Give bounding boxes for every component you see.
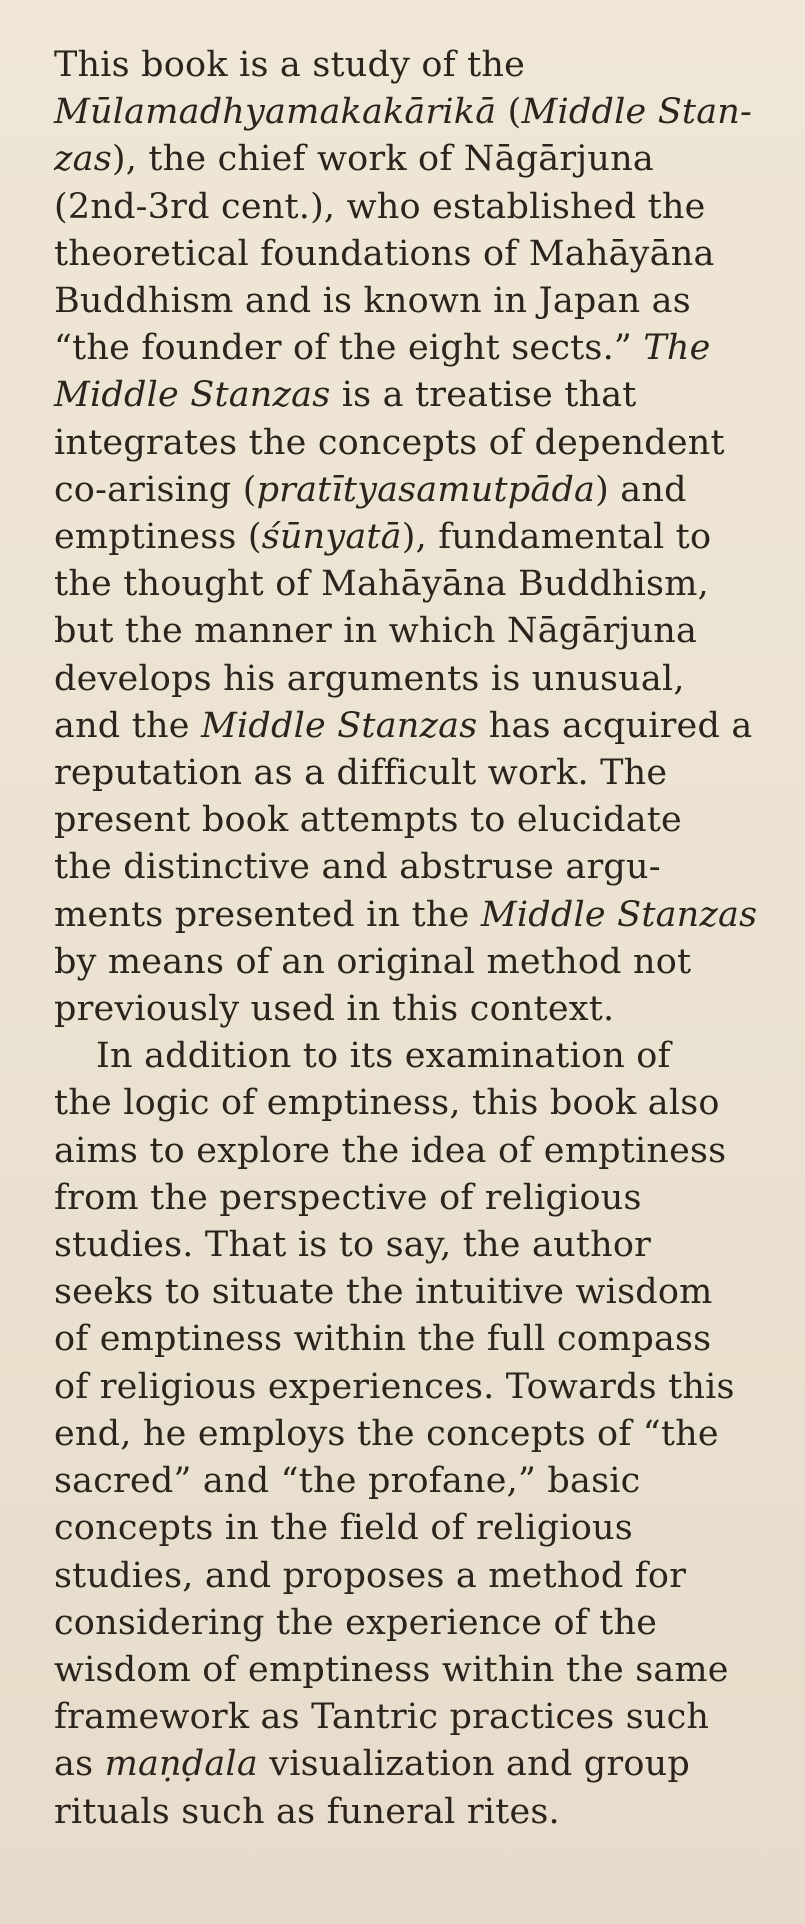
paragraph-1 [54, 42, 784, 1033]
text-segment: end, he employs the concepts of “the [54, 1413, 719, 1454]
text-line [54, 1741, 784, 1788]
text-segment: In addition to its examination of [96, 1036, 671, 1077]
italic-text-segment: pratītyasamutpāda [256, 469, 596, 510]
text-segment: Buddhism and is known in Japan as [54, 281, 691, 322]
text-segment: framework as Tantric practices such [54, 1697, 710, 1738]
text-line [54, 844, 784, 891]
text-line [54, 42, 784, 89]
text-line [54, 1553, 784, 1600]
text-line [54, 656, 784, 703]
text-segment: visualization and group [257, 1744, 690, 1785]
blurb-text [54, 42, 784, 1836]
text-line [54, 1222, 784, 1269]
text-line [54, 703, 784, 750]
text-line [54, 89, 784, 136]
text-segment: rituals such as funeral rites. [54, 1791, 560, 1832]
text-segment: develops his arguments is unusual, [54, 658, 685, 699]
text-segment: wisdom of emptiness within the same [54, 1649, 729, 1690]
text-segment: co-arising ( [54, 469, 257, 510]
text-segment: previously used in this context. [54, 989, 615, 1030]
text-line [54, 1411, 784, 1458]
text-segment: but the manner in which Nāgārjuna [54, 611, 698, 652]
text-segment: has acquired a [477, 705, 753, 746]
text-segment: as [54, 1744, 105, 1785]
text-segment: ments presented in the [54, 894, 481, 935]
text-segment: of emptiness within the full compass [54, 1319, 712, 1360]
text-segment: seeks to situate the intuitive wisdom [54, 1272, 713, 1313]
text-segment: sacred” and “the profane,” basic [54, 1461, 641, 1502]
text-line [54, 514, 784, 561]
text-line [54, 1269, 784, 1316]
text-line [54, 986, 784, 1033]
text-line [54, 372, 784, 419]
text-line [54, 608, 784, 655]
italic-text-segment: Middle Stanzas [200, 705, 478, 746]
text-line [54, 1458, 784, 1505]
text-segment: concepts in the field of religious [54, 1508, 633, 1549]
text-segment: the thought of Mahāyāna Buddhism, [54, 564, 709, 605]
text-line [54, 184, 784, 231]
text-line [54, 1175, 784, 1222]
text-segment: emptiness ( [54, 517, 262, 558]
text-segment: reputation as a difficult work. The [54, 753, 668, 794]
text-segment: ) and [595, 469, 687, 510]
text-line [54, 1647, 784, 1694]
text-segment: the distinctive and abstruse argu- [54, 847, 661, 888]
text-segment: integrates the concepts of dependent [54, 422, 725, 463]
italic-text-segment: The [643, 328, 711, 369]
text-line [54, 1505, 784, 1552]
text-segment: ), the chief work of Nāgārjuna [111, 139, 654, 180]
text-segment: (2nd-3rd cent.), who established the [54, 186, 706, 227]
text-segment: of religious experiences. Towards this [54, 1366, 735, 1407]
text-segment: “the founder of the eight sects.” [54, 328, 644, 369]
text-line [54, 231, 784, 278]
text-segment: from the perspective of religious [54, 1177, 642, 1218]
text-segment: by means of an original method not [54, 941, 692, 982]
italic-text-segment: Middle Stan- [521, 92, 753, 133]
text-line [54, 1364, 784, 1411]
text-line [54, 561, 784, 608]
text-line [54, 892, 784, 939]
text-line [54, 325, 784, 372]
italic-text-segment: Mūlamadhyamakakārikā [54, 92, 497, 133]
text-segment: theoretical foundations of Mahāyāna [54, 233, 715, 274]
text-line [54, 1789, 784, 1836]
text-line [54, 278, 784, 325]
text-segment: is a treatise that [330, 375, 637, 416]
text-segment: ( [496, 92, 522, 133]
italic-text-segment: zas [54, 139, 112, 180]
text-line [54, 939, 784, 986]
text-line [54, 750, 784, 797]
text-segment: and the [54, 705, 201, 746]
text-line [54, 1316, 784, 1363]
italic-text-segment: Middle Stanzas [480, 894, 758, 935]
text-line [54, 1033, 784, 1080]
text-line [54, 1694, 784, 1741]
text-line [54, 797, 784, 844]
text-segment: ), fundamental to [401, 517, 712, 558]
italic-text-segment: śūnyatā [261, 517, 402, 558]
text-segment: aims to explore the idea of emptiness [54, 1130, 727, 1171]
text-line [54, 1128, 784, 1175]
text-segment: considering the experience of the [54, 1602, 658, 1643]
text-segment: This book is a study of the [54, 45, 526, 85]
italic-text-segment: maṇḍala [104, 1744, 258, 1785]
italic-text-segment: Middle Stanzas [54, 375, 331, 416]
text-line [54, 136, 784, 183]
text-segment: present book attempts to elucidate [54, 800, 682, 841]
text-line [54, 1080, 784, 1127]
text-line [54, 1600, 784, 1647]
text-segment: studies, and proposes a method for [54, 1555, 687, 1596]
paragraph-2 [54, 1033, 784, 1835]
text-segment: studies. That is to say, the author [54, 1225, 652, 1266]
text-segment: the logic of emptiness, this book also [54, 1083, 720, 1124]
text-line [54, 420, 784, 467]
text-line [54, 467, 784, 514]
